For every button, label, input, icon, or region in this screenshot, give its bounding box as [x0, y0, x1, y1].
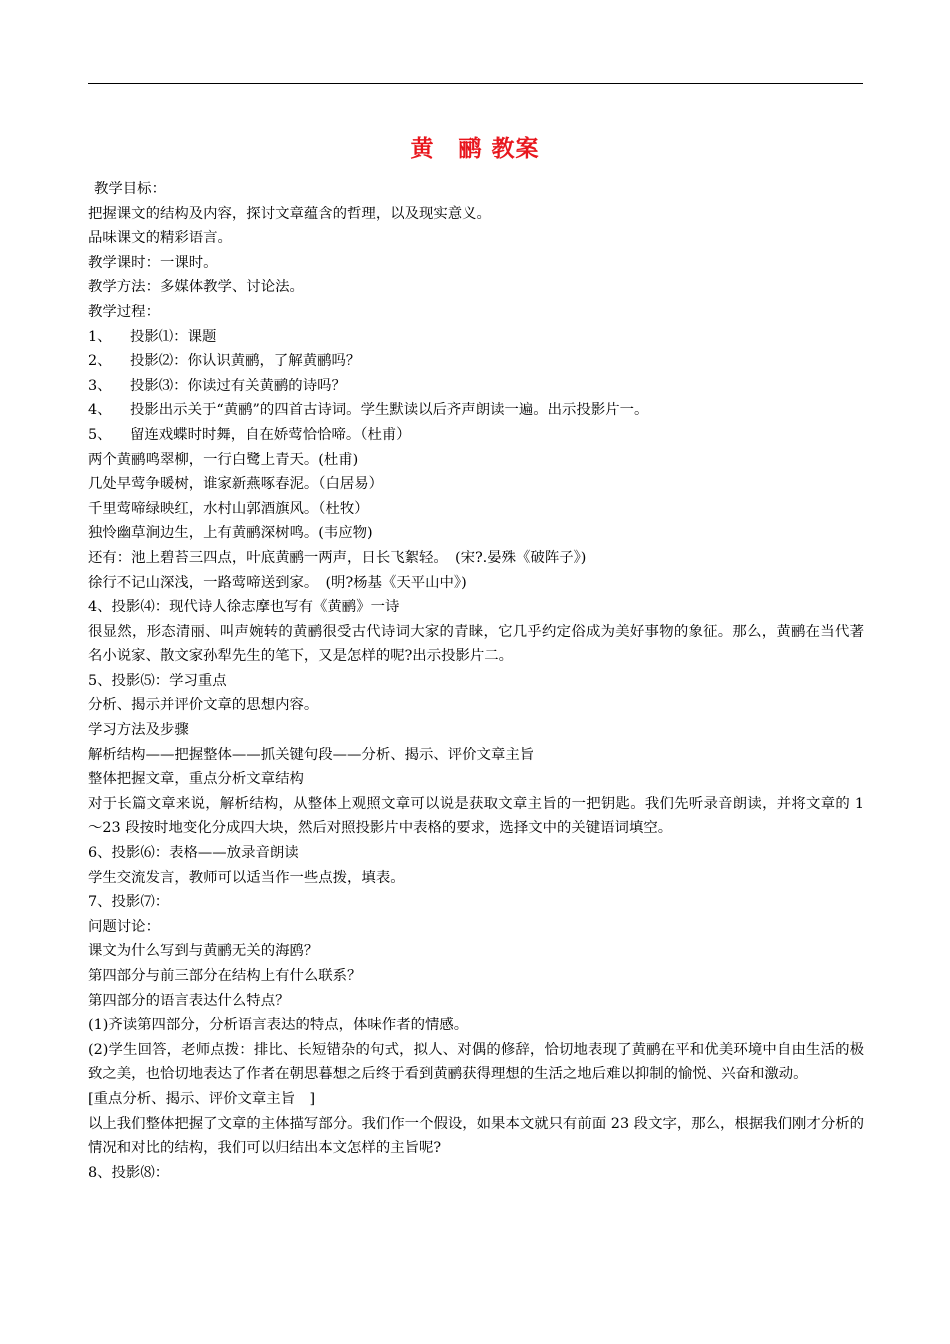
poem-line: 徐行不记山深浅，一路莺啼送到家。 (明?杨基《天平山中》) [88, 574, 467, 591]
poem-line: 独怜幽草涧边生，上有黄鹂深树鸣。(韦应物) [88, 525, 373, 542]
poem-line: 千里莺啼绿映红，水村山郭酒旗风。（杜牧） [88, 500, 369, 517]
text-line: 6、投影⑹：表格——放录音朗读 [88, 845, 299, 862]
poem-line: 还有：池上碧苔三四点，叶底黄鹂一两声，日长飞絮轻。 (宋?.晏殊《破阵子》) [88, 549, 587, 566]
section-label-process: 教学过程： [88, 303, 160, 320]
list-number: 3、 [88, 377, 112, 394]
list-text: 投影⑶：你读过有关黄鹂的诗吗？ [130, 377, 346, 394]
text-line: 5、投影⑸：学习重点 [88, 672, 227, 689]
list-number: 2、 [88, 353, 112, 370]
text-line: 整体把握文章，重点分析文章结构 [88, 771, 304, 788]
list-number: 4、 [88, 402, 112, 419]
list-item [88, 374, 864, 399]
text-line: (1)齐读第四部分，分析语言表达的特点，体味作者的情感。 [88, 1017, 469, 1034]
list-item [88, 398, 864, 423]
list-item [88, 349, 864, 374]
list-text: 投影⑴：课题 [130, 328, 217, 345]
text-line: 7、投影⑺： [88, 894, 170, 911]
text-line: 8、投影⑻： [88, 1164, 170, 1181]
list-number: 5、 [88, 426, 112, 443]
text-line: 学生交流发言，教师可以适当作一些点拨，填表。 [88, 869, 405, 886]
header-rule [88, 83, 863, 84]
poem-line: 几处早莺争暖树，谁家新燕啄春泥。（白居易） [88, 476, 384, 493]
list-text: 留连戏蝶时时舞，自在娇莺恰恰啼。（杜甫） [130, 426, 411, 443]
text-line: 4、投影⑷：现代诗人徐志摩也写有《黄鹂》一诗 [88, 599, 400, 616]
text-line: 品味课文的精彩语言。 [88, 230, 232, 247]
question-line: 课文为什么写到与黄鹂无关的海鸥？ [88, 943, 319, 960]
page-title: 黄 鹂 教案 [410, 136, 540, 162]
section-label-objectives: 教学目标： [94, 181, 166, 197]
paragraph: 以上我们整体把握了文章的主体描写部分。我们作一个假设，如果本文就只有前面 23 段文字，那么，根据我们刚才分析的情况和对比的结构，我们可以归结出本文怎样的主旨呢? [88, 1115, 864, 1157]
paragraph: (2)学生回答，老师点拨：排比、长短错杂的句式，拟人、对偶的修辞，恰切地表现了黄鹂在平和优美环境中自由生活的极致之美，也恰切地表达了作者在朝思暮想之后终于看到黄鹂获得理想的生活之地后难以抑制的愉悦、兴奋和激动。 [88, 1041, 864, 1083]
poem-line: 两个黄鹂鸣翠柳，一行白鹭上青天。(杜甫) [88, 451, 359, 468]
list-text: 投影⑵：你认识黄鹂，了解黄鹂吗？ [130, 353, 361, 370]
text-line: 把握课文的结构及内容，探讨文章蕴含的哲理，以及现实意义。 [88, 205, 491, 222]
list-item [88, 325, 864, 350]
list-item [88, 423, 864, 448]
text-line: 问题讨论： [88, 918, 160, 935]
list-text: 投影出示关于“黄鹂”的四首古诗词。学生默读以后齐声朗读一遍。出示投影片一。 [130, 402, 649, 419]
document-body [88, 177, 864, 1185]
text-line: 教学课时：一课时。 [88, 254, 218, 271]
text-line: 教学方法：多媒体教学、讨论法。 [88, 279, 304, 296]
paragraph: 对于长篇文章来说，解析结构，从整体上观照文章可以说是获取文章主旨的一把钥匙。我们先听录音朗读，并将文章的 1～23 段按时地变化分成四大块，然后对照投影片中表格的要求，选择文中的关键语词填空。 [88, 795, 864, 837]
list-number: 1、 [88, 328, 112, 345]
paragraph: 很显然，形态清丽、叫声婉转的黄鹂很受古代诗词大家的青睐，它几乎约定俗成为美好事物的象征。那么，黄鹂在当代著名小说家、散文家孙犁先生的笔下，又是怎样的呢?出示投影片二。 [88, 623, 864, 665]
text-line: 分析、揭示并评价文章的思想内容。 [88, 697, 319, 714]
text-line: 解析结构——把握整体——抓关键句段——分析、揭示、评价文章主旨 [88, 746, 535, 763]
question-line: 第四部分的语言表达什么特点？ [88, 992, 290, 1009]
question-line: 第四部分与前三部分在结构上有什么联系？ [88, 968, 362, 984]
text-line: 学习方法及步骤 [88, 722, 189, 739]
text-line: [重点分析、揭示、评价文章主旨 ] [88, 1090, 316, 1107]
